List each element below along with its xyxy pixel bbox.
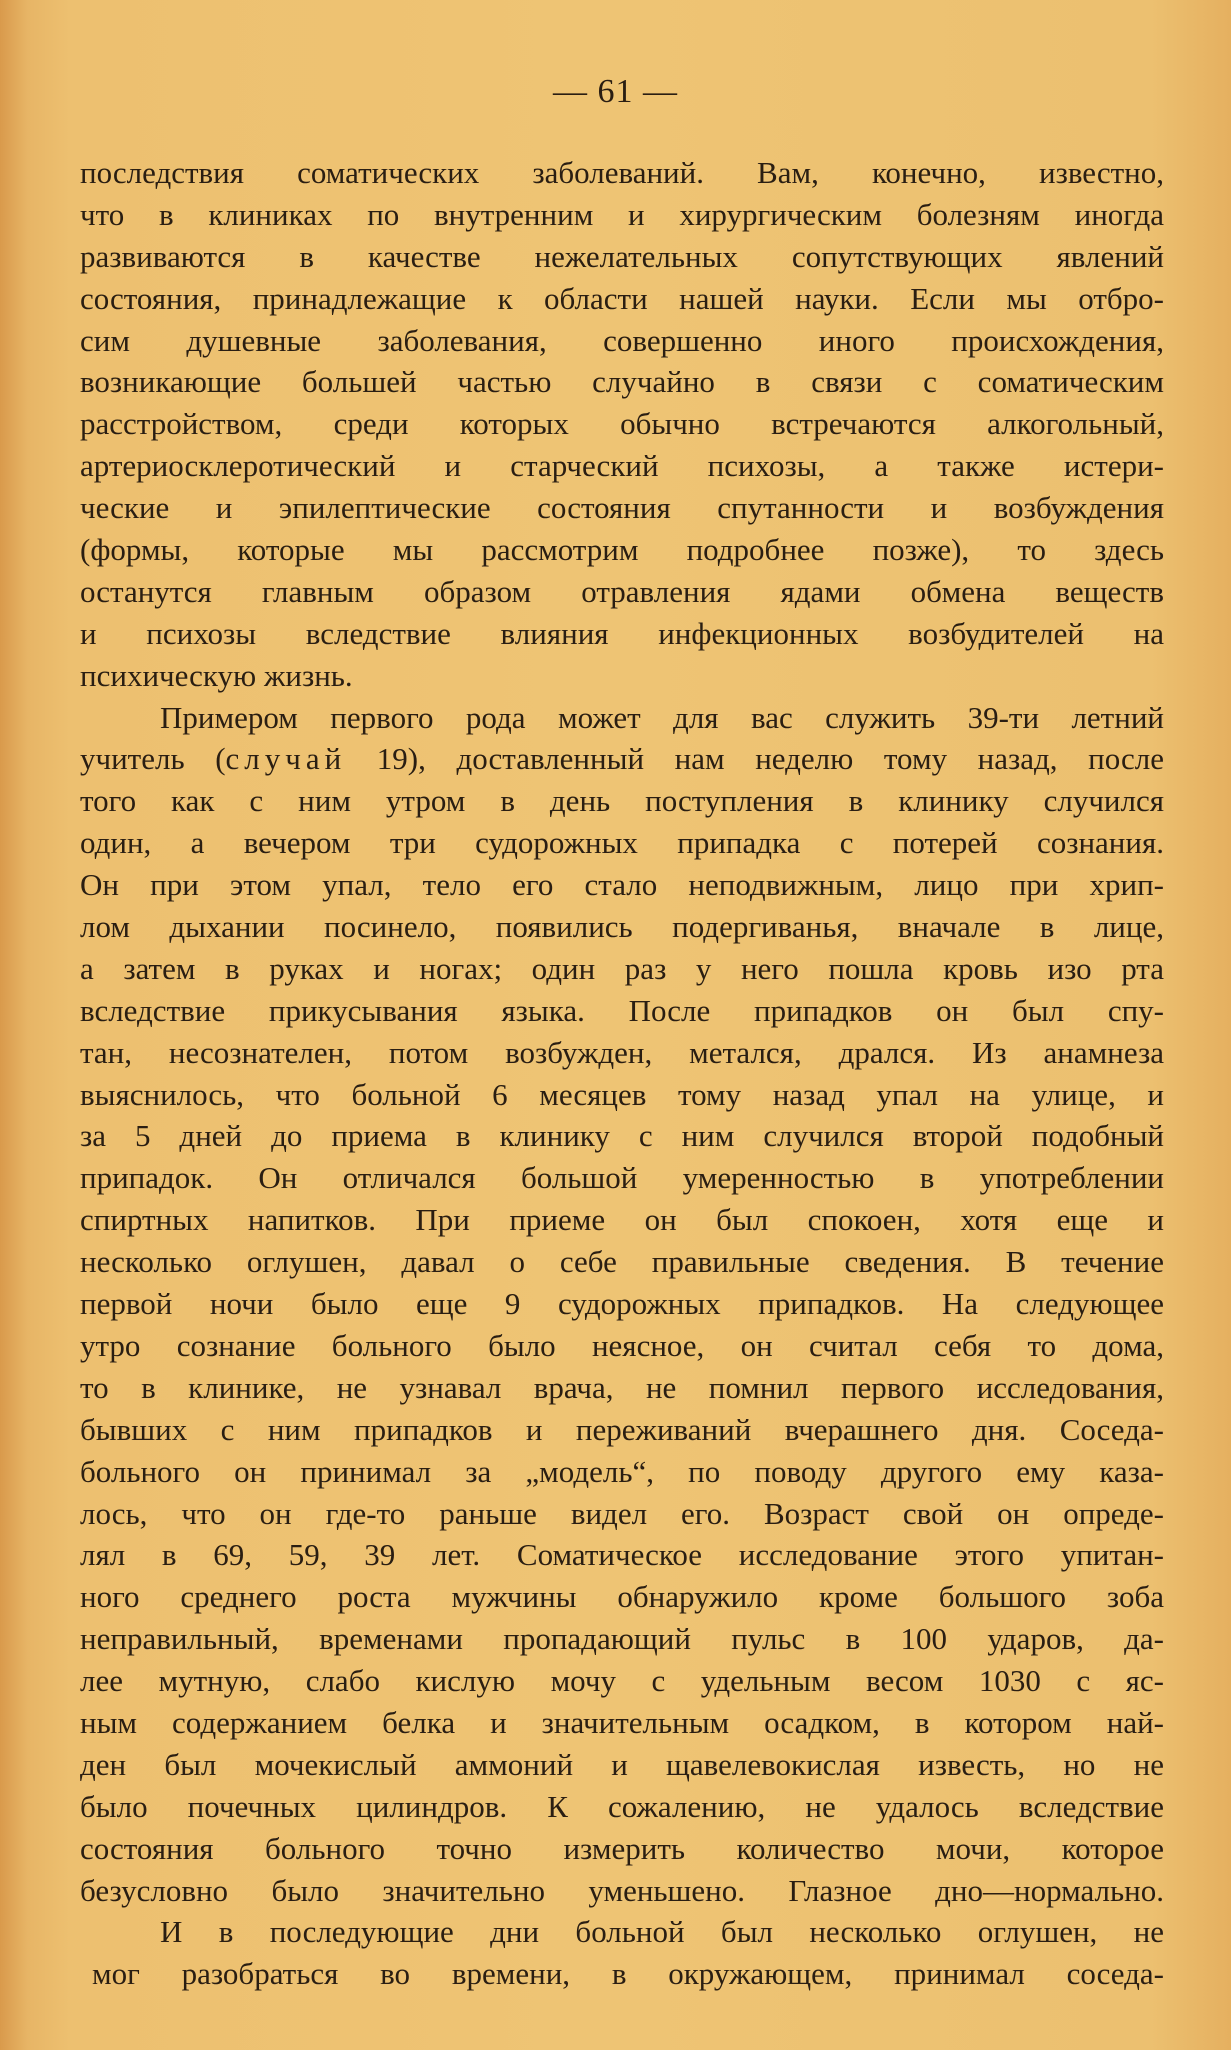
text-line: несколько оглушен, давал о себе правильные сведения. В течение <box>80 1244 1164 1280</box>
text-line: неправильный, временами пропадающий пульс в 100 ударов, да- <box>80 1621 1164 1657</box>
text-line: ного среднего роста мужчины обнаружило кроме большого зоба <box>80 1579 1164 1615</box>
text-line: мог разобраться во времени, в окружающем, принимал соседа- <box>92 1956 1164 1992</box>
text-line: утро сознание больного было неясное, он считал себя то дома, <box>80 1327 1164 1363</box>
text-line: ным содержанием белка и значительным осадком, в котором най- <box>80 1704 1164 1740</box>
text-line: развиваются в качестве нежелательных сопутствующих явлений <box>80 238 1164 274</box>
text-line: сим душевные заболевания, совершенно иного происхождения, <box>80 322 1164 358</box>
text-line: лял в 69, 59, 39 лет. Соматическое исследование этого упитан- <box>80 1537 1164 1573</box>
text-line: и психозы вследствие влияния инфекционных возбудителей на <box>80 615 1164 651</box>
text-line: было почечных цилиндров. К сожалению, не удалось вследствие <box>80 1788 1164 1824</box>
text-line: спиртных напитков. При приеме он был спокоен, хотя еще и <box>80 1202 1164 1238</box>
spaced-emphasis: случай <box>225 741 347 777</box>
text-line: бывших с ним припадков и переживаний вчерашнего дня. Соседа- <box>80 1411 1164 1447</box>
text-line: останутся главным образом отравления ядами обмена веществ <box>80 573 1164 609</box>
text-line: лом дыхании посинело, появились подергиванья, вначале в лице, <box>80 909 1164 945</box>
text-line: Он при этом упал, тело его стало неподвижным, лицо при хрип- <box>80 867 1164 903</box>
text-line <box>80 738 1164 780</box>
text-line: больного он принимал за „модель“, по поводу другого ему каза- <box>80 1453 1164 1489</box>
text-line: безусловно было значительно уменьшено. Глазное дно—нормально. <box>80 1872 1164 1908</box>
text-line: того как с ним утром в день поступления в клинику случился <box>80 783 1164 819</box>
text-line: артериосклеротический и старческий психозы, а также истери- <box>80 448 1164 484</box>
text-segment: учитель ( <box>80 741 226 777</box>
text-line: выяснилось, что больной 6 месяцев тому назад упал на улице, и <box>80 1076 1164 1112</box>
text-segment: 19), доставленный нам неделю тому назад, после <box>346 741 1165 777</box>
body-text <box>80 152 1164 1995</box>
text-line: за 5 дней до приема в клинику с ним случился второй подобный <box>80 1118 1164 1154</box>
text-line: расстройством, среди которых обычно встречаются алкогольный, <box>80 406 1164 442</box>
text-line: психическую жизнь. <box>80 657 353 693</box>
text-line: Примером первого рода может для вас служить 39-ти летний <box>160 699 1164 735</box>
text-line: первой ночи было еще 9 судорожных припадков. На следующее <box>80 1286 1164 1322</box>
text-line: И в последующие дни больной был несколько оглушен, не <box>160 1914 1164 1950</box>
text-line: тан, несознателен, потом возбужден, метался, дрался. Из анамнеза <box>80 1034 1164 1070</box>
text-line: (формы, которые мы рассмотрим подробнее позже), то здесь <box>80 532 1164 568</box>
text-line: то в клинике, не узнавал врача, не помнил первого исследования, <box>80 1369 1164 1405</box>
text-line: лее мутную, слабо кислую мочу с удельным весом 1030 с яс- <box>80 1663 1164 1699</box>
text-line: лось, что он где-то раньше видел его. Возраст свой он опреде- <box>80 1495 1164 1531</box>
text-line: ческие и эпилептические состояния спутанности и возбуждения <box>80 490 1164 526</box>
text-line: вследствие прикусывания языка. После припадков он был спу- <box>80 992 1164 1028</box>
text-line: возникающие большей частью случайно в связи с соматическим <box>80 364 1164 400</box>
text-line: состояния больного точно измерить количество мочи, которое <box>80 1830 1164 1866</box>
text-line: припадок. Он отличался большой умеренностью в употреблении <box>80 1160 1164 1196</box>
page-number: — 61 — <box>553 73 678 110</box>
text-line: последствия соматических заболеваний. Вам, конечно, известно, <box>80 155 1164 190</box>
text-line: состояния, принадлежащие к области нашей науки. Если мы отбро- <box>80 280 1164 316</box>
text-line: что в клиниках по внутренним и хирургическим болезням иногда <box>80 196 1164 232</box>
text-line: один, а вечером три судорожных припадка с потерей сознания. <box>80 825 1164 861</box>
text-line: а затем в руках и ногах; один раз у него пошла кровь изо рта <box>80 950 1164 986</box>
text-line: ден был мочекислый аммоний и щавелевокислая известь, но не <box>80 1746 1164 1782</box>
